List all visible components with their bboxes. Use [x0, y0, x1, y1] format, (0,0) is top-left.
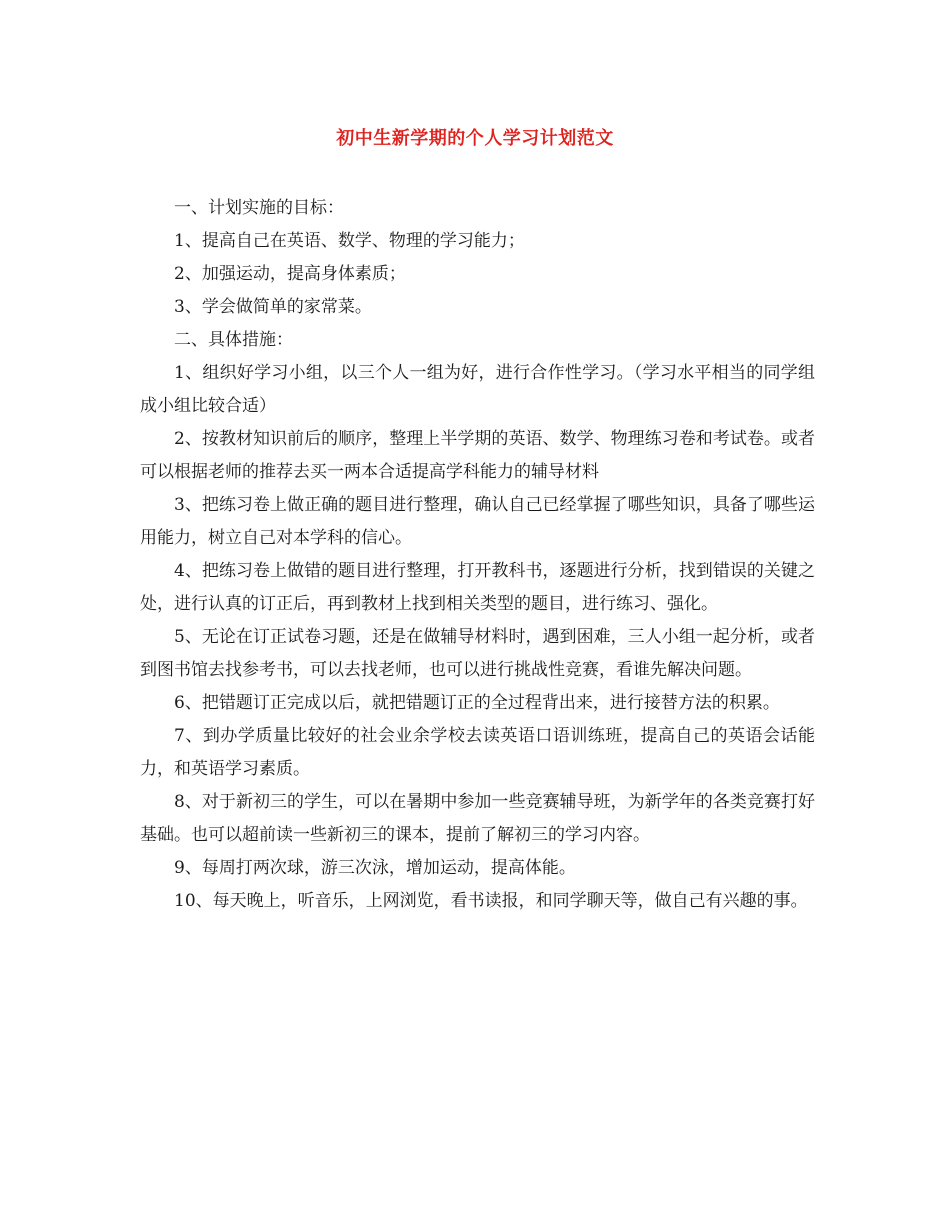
section-heading-goals: 一、计划实施的目标：	[174, 198, 344, 218]
measure-item-6: 6、把错题订正完成以后，就把错题订正的全过程背出来，进行接替方法的积累。	[174, 693, 780, 713]
goal-item-2: 2、加强运动，提高身体素质；	[174, 264, 406, 284]
measure-item-2: 2、按教材知识前后的顺序，整理上半学期的英语、数学、物理练习卷和考试卷。或者可以根据老师的推荐去买一两本合适提高学科能力的辅导材料	[140, 429, 815, 482]
measure-item-4: 4、把练习卷上做错的题目进行整理，打开教科书，逐题进行分析，找到错误的关键之处，进行认真的订正后，再到教材上找到相关类型的题目，进行练习、强化。	[140, 561, 815, 614]
measure-item-8: 8、对于新初三的学生，可以在暑期中参加一些竞赛辅导班，为新学年的各类竞赛打好基础。也可以超前读一些新初三的课本，提前了解初三的学习内容。	[140, 792, 815, 845]
section-heading-measures: 二、具体措施：	[174, 330, 293, 350]
measure-item-5: 5、无论在订正试卷习题，还是在做辅导材料时，遇到困难，三人小组一起分析，或者到图书馆去找参考书，可以去找老师，也可以进行挑战性竞赛，看谁先解决问题。	[140, 627, 815, 680]
document-title: 初中生新学期的个人学习计划范文	[336, 128, 614, 149]
goal-item-1: 1、提高自己在英语、数学、物理的学习能力；	[174, 231, 525, 251]
measure-item-10: 10、每天晚上，听音乐，上网浏览，看书读报，和同学聊天等，做自己有兴趣的事。	[174, 891, 808, 911]
measure-item-9: 9、每周打两次球，游三次泳，增加运动，提高体能。	[174, 858, 576, 878]
measure-item-3: 3、把练习卷上做正确的题目进行整理，确认自己已经掌握了哪些知识，具备了哪些运用能力，树立自己对本学科的信心。	[140, 495, 815, 548]
goal-item-3: 3、学会做简单的家常菜。	[174, 297, 372, 317]
measure-item-1: 1、组织好学习小组，以三个人一组为好，进行合作性学习。（学习水平相当的同学组成小组比较合适）	[140, 363, 815, 416]
document-body	[140, 192, 815, 918]
measure-item-7: 7、到办学质量比较好的社会业余学校去读英语口语训练班，提高自己的英语会话能力，和英语学习素质。	[140, 726, 815, 779]
